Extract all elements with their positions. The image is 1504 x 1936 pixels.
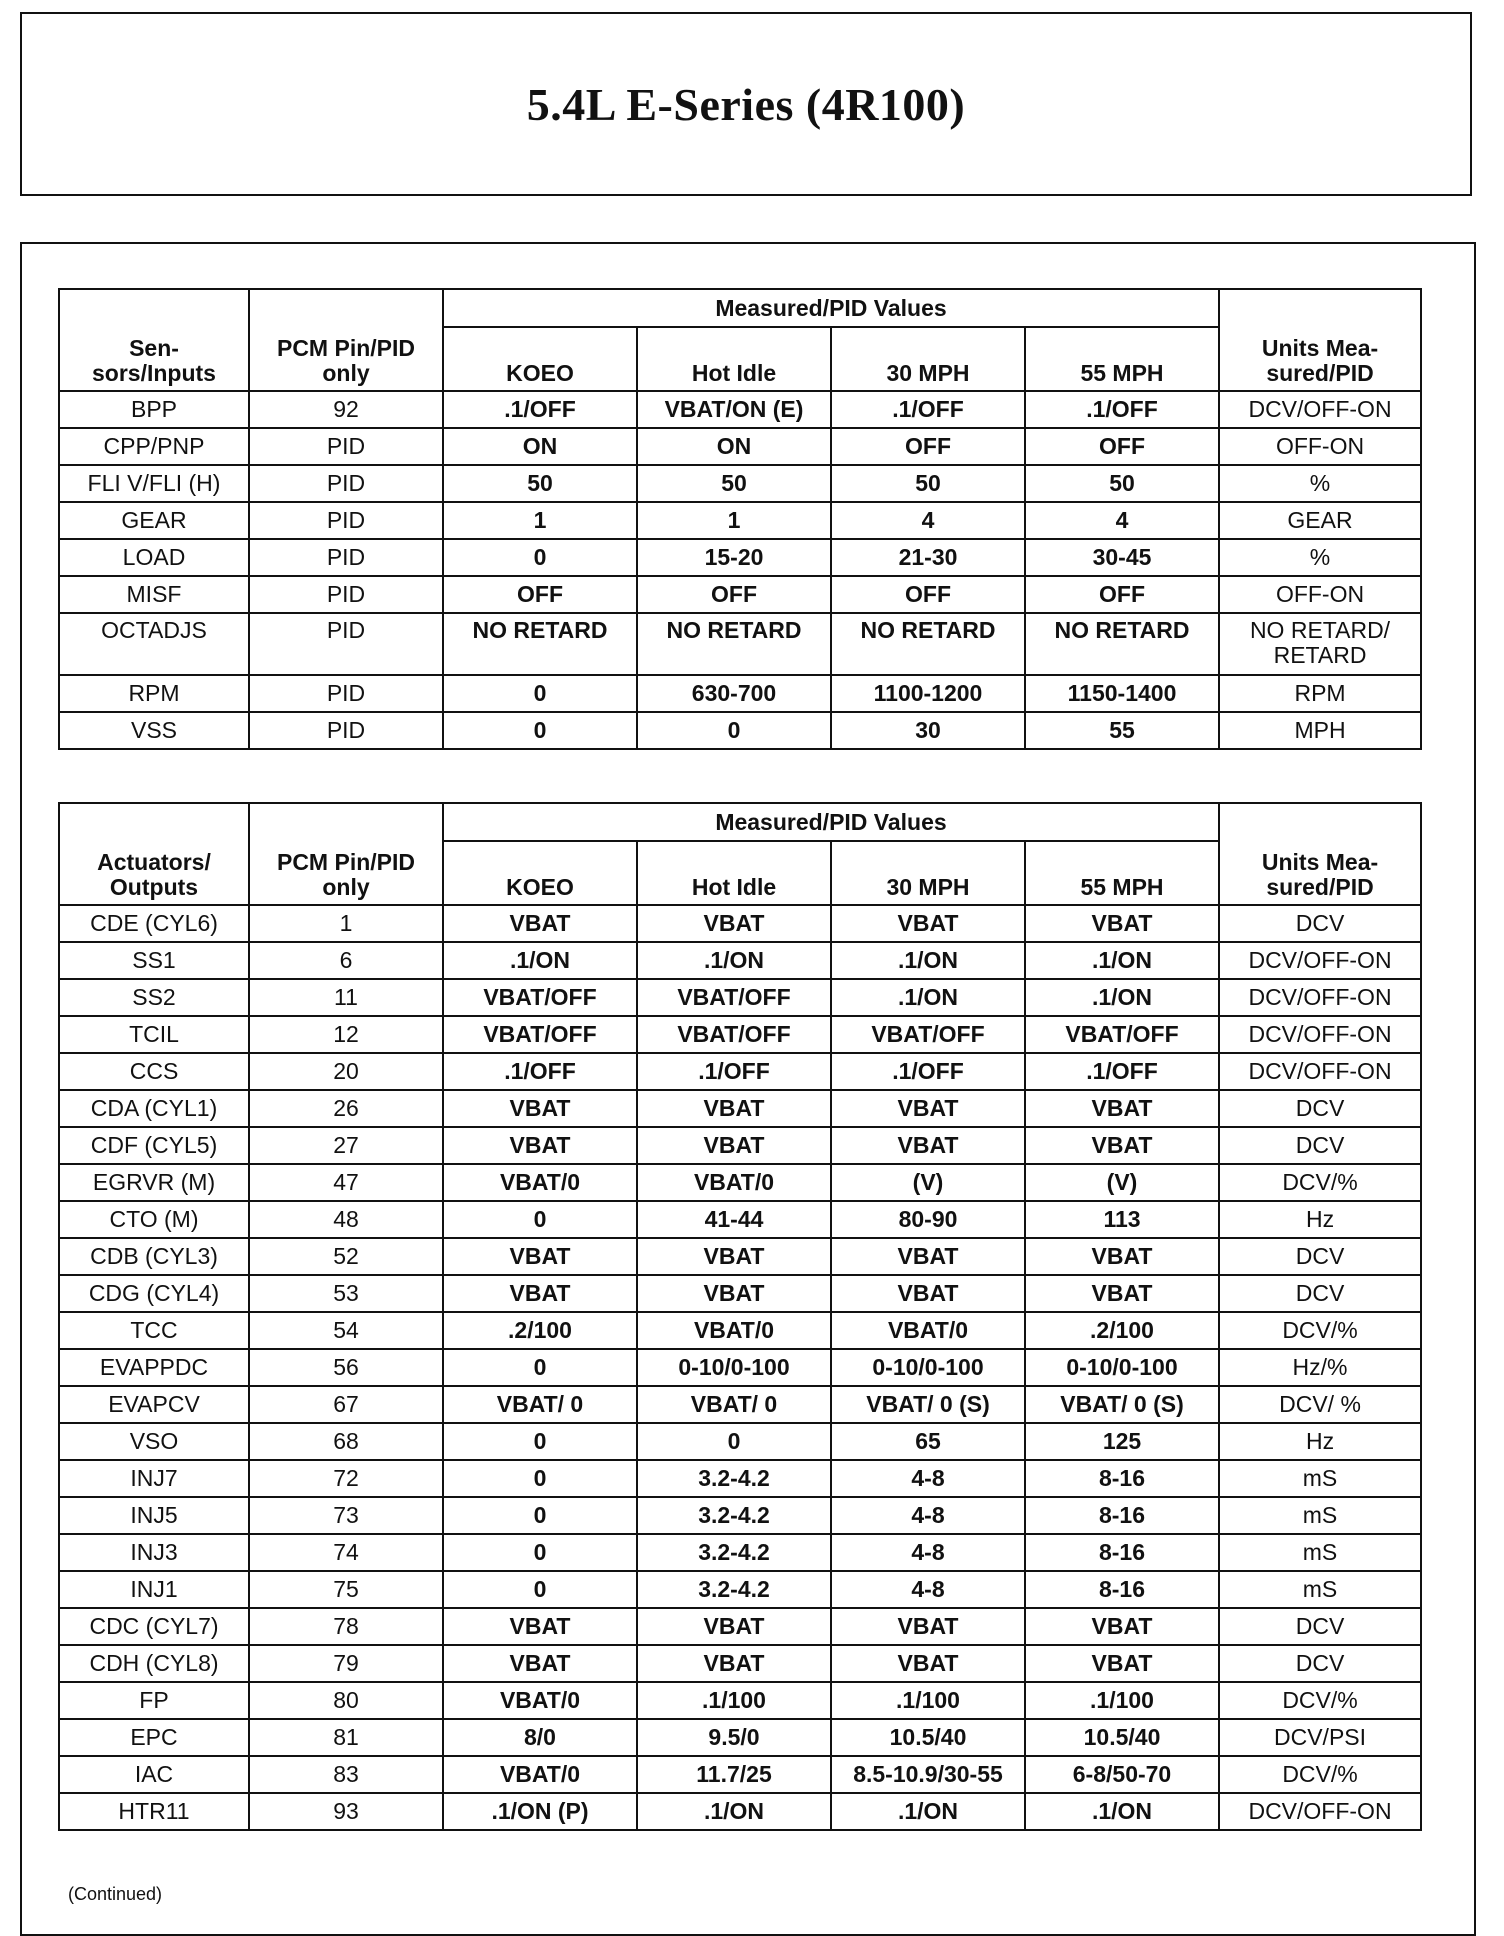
cell-hot-idle: VBAT/0 [637,1312,831,1349]
cell-name: CDH (CYL8) [59,1645,249,1682]
cell-koeo: 0 [443,1423,637,1460]
cell-pin: PID [249,712,443,749]
cell-units: DCV/OFF-ON [1219,942,1421,979]
cell-55-mph: VBAT [1025,905,1219,942]
cell-name: IAC [59,1756,249,1793]
cell-hot-idle: VBAT/OFF [637,979,831,1016]
cell-pin: 80 [249,1682,443,1719]
cell-units: DCV/% [1219,1756,1421,1793]
cell-pin: 74 [249,1534,443,1571]
table-row [59,391,1421,428]
cell-hot-idle: 630-700 [637,675,831,712]
table-row [59,1497,1421,1534]
cell-30-mph: .1/OFF [831,391,1025,428]
cell-pin: PID [249,539,443,576]
actuators-rows [59,905,1421,1830]
cell-30-mph: 4-8 [831,1460,1025,1497]
table-row [59,979,1421,1016]
cell-55-mph: 50 [1025,465,1219,502]
cell-55-mph: .1/ON [1025,942,1219,979]
cell-units: DCV [1219,1275,1421,1312]
cell-units: mS [1219,1460,1421,1497]
table-row [59,1127,1421,1164]
table-row [59,1164,1421,1201]
cell-55-mph: VBAT [1025,1127,1219,1164]
cell-hot-idle: VBAT [637,1127,831,1164]
cell-55-mph: 30-45 [1025,539,1219,576]
table-row [59,1571,1421,1608]
cell-hot-idle: 3.2-4.2 [637,1534,831,1571]
cell-name: VSO [59,1423,249,1460]
cell-30-mph: VBAT [831,1127,1025,1164]
cell-koeo: VBAT/ 0 [443,1386,637,1423]
cell-pin: PID [249,576,443,613]
cell-units: Hz/% [1219,1349,1421,1386]
cell-name: CCS [59,1053,249,1090]
cell-30-mph: .1/ON [831,1793,1025,1830]
cell-55-mph: 1150-1400 [1025,675,1219,712]
cell-hot-idle: VBAT [637,1645,831,1682]
cell-units: mS [1219,1571,1421,1608]
cell-pin: 81 [249,1719,443,1756]
cell-30-mph: 1100-1200 [831,675,1025,712]
cell-hot-idle: 9.5/0 [637,1719,831,1756]
cell-30-mph: VBAT [831,1090,1025,1127]
cell-30-mph: NO RETARD [831,613,1025,675]
cell-hot-idle: 0 [637,1423,831,1460]
cell-koeo: 1 [443,502,637,539]
cell-pin: 56 [249,1349,443,1386]
cell-55-mph: 55 [1025,712,1219,749]
cell-pin: 92 [249,391,443,428]
cell-55-mph: 125 [1025,1423,1219,1460]
cell-30-mph: 30 [831,712,1025,749]
cell-units: DCV [1219,1645,1421,1682]
cell-units: OFF-ON [1219,576,1421,613]
cell-koeo: 8/0 [443,1719,637,1756]
cell-name: OCTADJS [59,613,249,675]
cell-koeo: .1/OFF [443,1053,637,1090]
cell-55-mph: (V) [1025,1164,1219,1201]
cell-pin: PID [249,428,443,465]
table-row [59,1090,1421,1127]
cell-koeo: VBAT [443,1238,637,1275]
table-row [59,1349,1421,1386]
cell-name: MISF [59,576,249,613]
cell-55-mph: 8-16 [1025,1460,1219,1497]
cell-koeo: .1/ON [443,942,637,979]
cell-koeo: VBAT/0 [443,1756,637,1793]
cell-55-mph: .1/ON [1025,1793,1219,1830]
cell-hot-idle: .1/ON [637,1793,831,1830]
cell-30-mph: OFF [831,576,1025,613]
header-measured-pid-values: Measured/PID Values [443,803,1219,841]
table-row [59,1756,1421,1793]
cell-pin: 20 [249,1053,443,1090]
cell-name: SS2 [59,979,249,1016]
cell-units: DCV [1219,905,1421,942]
header-55-mph: 55 MPH [1025,327,1219,391]
cell-55-mph: VBAT [1025,1608,1219,1645]
cell-pin: 26 [249,1090,443,1127]
header-measured-pid-values: Measured/PID Values [443,289,1219,327]
cell-pin: 48 [249,1201,443,1238]
cell-pin: 93 [249,1793,443,1830]
header-actuators-outputs: Actuators/ Outputs [59,803,249,905]
cell-pin: PID [249,675,443,712]
table-row [59,712,1421,749]
cell-30-mph: 65 [831,1423,1025,1460]
table-row [59,613,1421,675]
table-row [59,942,1421,979]
cell-name: INJ1 [59,1571,249,1608]
cell-hot-idle: VBAT [637,905,831,942]
cell-55-mph: 10.5/40 [1025,1719,1219,1756]
cell-pin: 53 [249,1275,443,1312]
cell-koeo: VBAT [443,1645,637,1682]
cell-hot-idle: VBAT/ 0 [637,1386,831,1423]
table-row [59,428,1421,465]
cell-koeo: VBAT [443,1090,637,1127]
cell-55-mph: VBAT [1025,1275,1219,1312]
cell-pin: PID [249,502,443,539]
cell-30-mph: .1/ON [831,942,1025,979]
cell-koeo: .1/ON (P) [443,1793,637,1830]
cell-name: CPP/PNP [59,428,249,465]
cell-pin: 6 [249,942,443,979]
table-row [59,539,1421,576]
cell-pin: 78 [249,1608,443,1645]
cell-koeo: VBAT/OFF [443,979,637,1016]
page-title: 5.4L E-Series (4R100) [526,78,966,130]
cell-units: DCV/OFF-ON [1219,1793,1421,1830]
cell-name: EGRVR (M) [59,1164,249,1201]
cell-name: TCIL [59,1016,249,1053]
cell-name: TCC [59,1312,249,1349]
cell-koeo: NO RETARD [443,613,637,675]
table-row [59,1682,1421,1719]
cell-55-mph: 8-16 [1025,1534,1219,1571]
cell-hot-idle: 11.7/25 [637,1756,831,1793]
header-koeo: KOEO [443,841,637,905]
table-row [59,1053,1421,1090]
cell-koeo: VBAT/OFF [443,1016,637,1053]
cell-hot-idle: VBAT [637,1090,831,1127]
cell-pin: 68 [249,1423,443,1460]
cell-hot-idle: .1/100 [637,1682,831,1719]
cell-hot-idle: ON [637,428,831,465]
cell-units: % [1219,539,1421,576]
title-box [20,12,1472,196]
cell-pin: 75 [249,1571,443,1608]
cell-koeo: VBAT [443,1275,637,1312]
cell-name: FLI V/FLI (H) [59,465,249,502]
cell-30-mph: 4-8 [831,1571,1025,1608]
cell-30-mph: 4 [831,502,1025,539]
cell-30-mph: VBAT [831,1275,1025,1312]
cell-30-mph: 8.5-10.9/30-55 [831,1756,1025,1793]
header-hot-idle: Hot Idle [637,327,831,391]
cell-hot-idle: 15-20 [637,539,831,576]
cell-koeo: 0 [443,539,637,576]
cell-koeo: ON [443,428,637,465]
actuators-table [58,802,1422,1831]
cell-units: mS [1219,1497,1421,1534]
cell-hot-idle: VBAT [637,1238,831,1275]
table-row [59,1534,1421,1571]
tables-frame [20,242,1476,1936]
sensors-table [58,288,1422,750]
header-55-mph: 55 MPH [1025,841,1219,905]
cell-units: DCV [1219,1608,1421,1645]
cell-hot-idle: .1/ON [637,942,831,979]
cell-55-mph: 6-8/50-70 [1025,1756,1219,1793]
table-row [59,1608,1421,1645]
cell-koeo: VBAT/0 [443,1682,637,1719]
cell-units: Hz [1219,1201,1421,1238]
cell-30-mph: OFF [831,428,1025,465]
table-row [59,576,1421,613]
cell-name: CDE (CYL6) [59,905,249,942]
cell-units: DCV/PSI [1219,1719,1421,1756]
cell-name: CTO (M) [59,1201,249,1238]
header-hot-idle: Hot Idle [637,841,831,905]
cell-30-mph: .1/100 [831,1682,1025,1719]
table-row [59,1793,1421,1830]
cell-30-mph: .1/OFF [831,1053,1025,1090]
table-row [59,1645,1421,1682]
cell-name: FP [59,1682,249,1719]
cell-55-mph: .1/OFF [1025,1053,1219,1090]
cell-pin: 72 [249,1460,443,1497]
cell-koeo: 0 [443,675,637,712]
cell-units: DCV/ % [1219,1386,1421,1423]
cell-koeo: 0 [443,1497,637,1534]
header-units: Units Mea- sured/PID [1219,803,1421,905]
cell-koeo: 50 [443,465,637,502]
cell-name: CDG (CYL4) [59,1275,249,1312]
cell-units: DCV/% [1219,1682,1421,1719]
cell-name: CDB (CYL3) [59,1238,249,1275]
table-row [59,1275,1421,1312]
table-row [59,1719,1421,1756]
cell-30-mph: 4-8 [831,1534,1025,1571]
cell-hot-idle: VBAT/ON (E) [637,391,831,428]
cell-30-mph: VBAT/ 0 (S) [831,1386,1025,1423]
cell-hot-idle: VBAT [637,1608,831,1645]
continued-note: (Continued) [68,1884,163,1904]
cell-hot-idle: 0-10/0-100 [637,1349,831,1386]
cell-koeo: VBAT [443,1608,637,1645]
cell-name: LOAD [59,539,249,576]
cell-units: Hz [1219,1423,1421,1460]
cell-30-mph: VBAT [831,1645,1025,1682]
cell-name: GEAR [59,502,249,539]
cell-units: DCV/% [1219,1164,1421,1201]
header-pcm-pin: PCM Pin/PID only [249,803,443,905]
cell-name: EVAPPDC [59,1349,249,1386]
cell-hot-idle: NO RETARD [637,613,831,675]
cell-55-mph: VBAT/ 0 (S) [1025,1386,1219,1423]
cell-pin: 52 [249,1238,443,1275]
cell-30-mph: VBAT/0 [831,1312,1025,1349]
cell-units: DCV [1219,1238,1421,1275]
cell-units: DCV [1219,1090,1421,1127]
cell-koeo: VBAT [443,905,637,942]
cell-units: mS [1219,1534,1421,1571]
cell-55-mph: OFF [1025,428,1219,465]
cell-units: DCV/% [1219,1312,1421,1349]
cell-55-mph: 8-16 [1025,1497,1219,1534]
cell-hot-idle: 0 [637,712,831,749]
cell-55-mph: VBAT/OFF [1025,1016,1219,1053]
table-row [59,905,1421,942]
header-koeo: KOEO [443,327,637,391]
cell-55-mph: VBAT [1025,1238,1219,1275]
cell-units: DCV [1219,1127,1421,1164]
table-row [59,1201,1421,1238]
cell-koeo: 0 [443,1460,637,1497]
table-row [59,465,1421,502]
cell-30-mph: 50 [831,465,1025,502]
cell-pin: 12 [249,1016,443,1053]
cell-units: RPM [1219,675,1421,712]
cell-name: RPM [59,675,249,712]
cell-30-mph: 80-90 [831,1201,1025,1238]
cell-pin: PID [249,613,443,675]
cell-30-mph: .1/ON [831,979,1025,1016]
cell-pin: 47 [249,1164,443,1201]
cell-55-mph: .2/100 [1025,1312,1219,1349]
cell-pin: 79 [249,1645,443,1682]
cell-hot-idle: 1 [637,502,831,539]
cell-hot-idle: OFF [637,576,831,613]
cell-hot-idle: VBAT [637,1275,831,1312]
cell-koeo: 0 [443,1571,637,1608]
cell-30-mph: 0-10/0-100 [831,1349,1025,1386]
cell-name: BPP [59,391,249,428]
cell-30-mph: VBAT [831,1608,1025,1645]
cell-name: CDF (CYL5) [59,1127,249,1164]
table-row [59,502,1421,539]
cell-units: % [1219,465,1421,502]
cell-pin: 11 [249,979,443,1016]
cell-55-mph: OFF [1025,576,1219,613]
table-row [59,1386,1421,1423]
cell-30-mph: 10.5/40 [831,1719,1025,1756]
cell-units: DCV/OFF-ON [1219,1053,1421,1090]
cell-koeo: .2/100 [443,1312,637,1349]
cell-hot-idle: 3.2-4.2 [637,1571,831,1608]
cell-koeo: 0 [443,1201,637,1238]
table-row [59,1238,1421,1275]
cell-hot-idle: 50 [637,465,831,502]
header-sensors-inputs: Sen- sors/Inputs [59,289,249,391]
header-pcm-pin: PCM Pin/PID only [249,289,443,391]
cell-55-mph: 0-10/0-100 [1025,1349,1219,1386]
cell-koeo: VBAT/0 [443,1164,637,1201]
header-units: Units Mea- sured/PID [1219,289,1421,391]
cell-name: INJ5 [59,1497,249,1534]
cell-name: CDA (CYL1) [59,1090,249,1127]
cell-55-mph: .1/OFF [1025,391,1219,428]
table-row [59,1460,1421,1497]
cell-name: EVAPCV [59,1386,249,1423]
cell-55-mph: .1/ON [1025,979,1219,1016]
cell-koeo: 0 [443,1534,637,1571]
cell-pin: 67 [249,1386,443,1423]
sensors-rows [59,391,1421,749]
cell-pin: 1 [249,905,443,942]
cell-koeo: .1/OFF [443,391,637,428]
cell-55-mph: VBAT [1025,1645,1219,1682]
cell-units: NO RETARD/ RETARD [1219,613,1421,675]
cell-30-mph: 4-8 [831,1497,1025,1534]
cell-pin: 54 [249,1312,443,1349]
cell-koeo: OFF [443,576,637,613]
cell-pin: 27 [249,1127,443,1164]
cell-55-mph: .1/100 [1025,1682,1219,1719]
cell-hot-idle: VBAT/OFF [637,1016,831,1053]
cell-name: SS1 [59,942,249,979]
table-row [59,1016,1421,1053]
cell-name: VSS [59,712,249,749]
cell-pin: 73 [249,1497,443,1534]
cell-hot-idle: 3.2-4.2 [637,1460,831,1497]
cell-hot-idle: 41-44 [637,1201,831,1238]
cell-pin: 83 [249,1756,443,1793]
table-row [59,675,1421,712]
cell-30-mph: VBAT/OFF [831,1016,1025,1053]
cell-koeo: 0 [443,1349,637,1386]
cell-koeo: VBAT [443,1127,637,1164]
cell-name: HTR11 [59,1793,249,1830]
cell-30-mph: (V) [831,1164,1025,1201]
cell-hot-idle: 3.2-4.2 [637,1497,831,1534]
cell-units: DCV/OFF-ON [1219,1016,1421,1053]
cell-units: DCV/OFF-ON [1219,979,1421,1016]
cell-name: CDC (CYL7) [59,1608,249,1645]
cell-name: EPC [59,1719,249,1756]
cell-units: DCV/OFF-ON [1219,391,1421,428]
table-row [59,1312,1421,1349]
cell-hot-idle: .1/OFF [637,1053,831,1090]
cell-30-mph: 21-30 [831,539,1025,576]
cell-55-mph: NO RETARD [1025,613,1219,675]
cell-55-mph: VBAT [1025,1090,1219,1127]
table-row [59,1423,1421,1460]
cell-hot-idle: VBAT/0 [637,1164,831,1201]
cell-units: OFF-ON [1219,428,1421,465]
cell-koeo: 0 [443,712,637,749]
cell-name: INJ7 [59,1460,249,1497]
header-30-mph: 30 MPH [831,841,1025,905]
cell-30-mph: VBAT [831,905,1025,942]
cell-units: GEAR [1219,502,1421,539]
cell-30-mph: VBAT [831,1238,1025,1275]
cell-55-mph: 4 [1025,502,1219,539]
cell-name: INJ3 [59,1534,249,1571]
cell-units: MPH [1219,712,1421,749]
cell-pin: PID [249,465,443,502]
cell-55-mph: 113 [1025,1201,1219,1238]
cell-55-mph: 8-16 [1025,1571,1219,1608]
header-30-mph: 30 MPH [831,327,1025,391]
